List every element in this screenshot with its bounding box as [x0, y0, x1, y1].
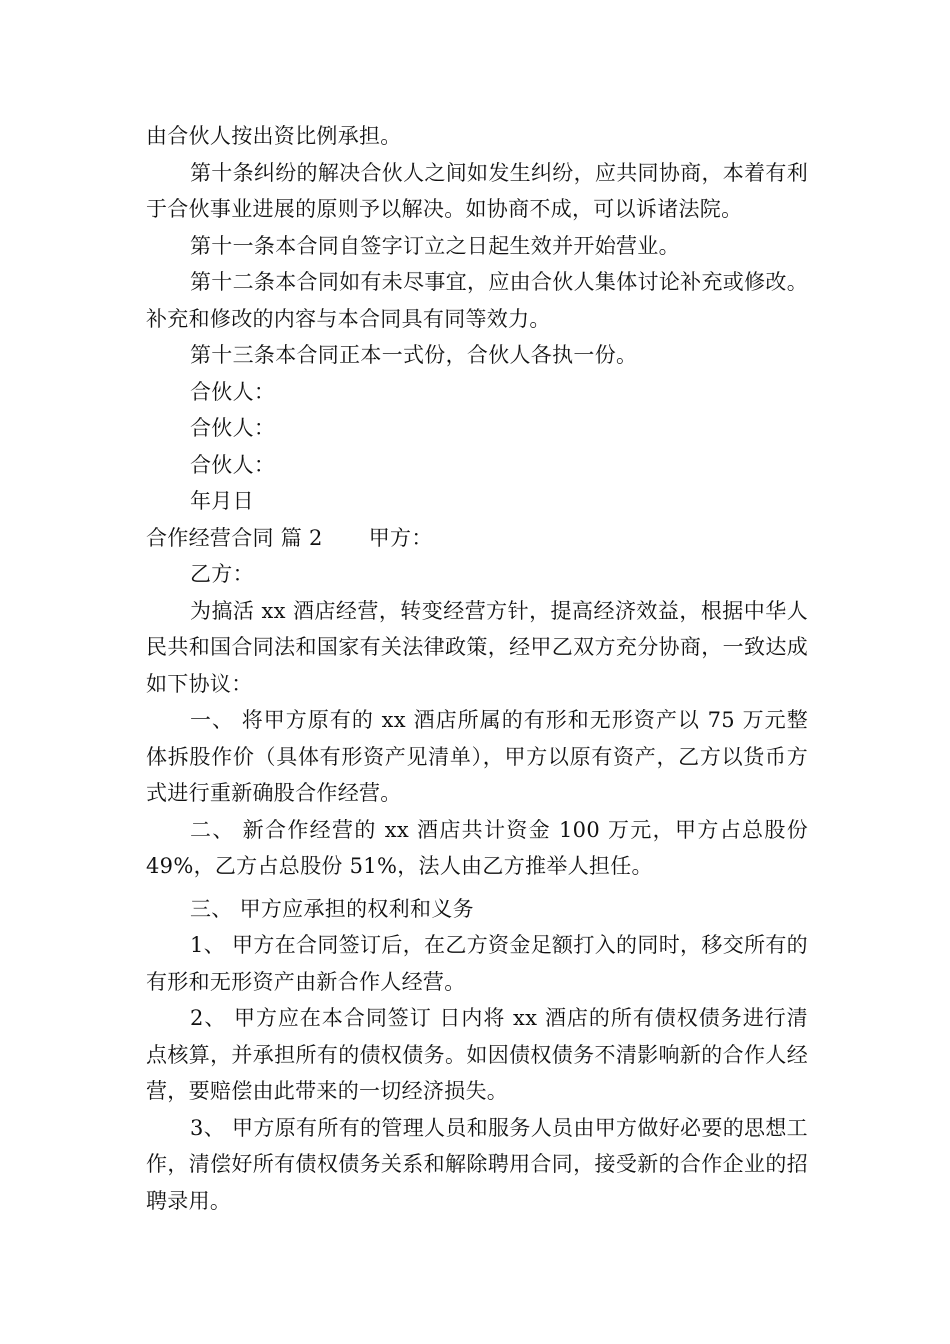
paragraph-clause-3-heading: 三、 甲方应承担的权利和义务 [190, 896, 474, 921]
signature-partner-2: 合伙人： [190, 416, 276, 440]
paragraph-clause-2: 二、 新合作经营的 xx 酒店共计资金 100 万元，甲方占总股份 49%，乙方占总股份 51%，法人由乙方推举人担任。 [146, 817, 808, 878]
contract-heading-line [146, 520, 808, 557]
paragraph-article-12: 第十二条本合同如有未尽事宜，应由合伙人集体讨论补充或修改。补充和修改的内容与本合同具有同等效力。 [146, 270, 808, 331]
party-a-label: 甲方： [368, 525, 433, 550]
paragraph-article-13: 第十三条本合同正本一式份，合伙人各执一份。 [190, 343, 638, 367]
paragraph-sub-1: 1、 甲方在合同签订后，在乙方资金足额打入的同时，移交所有的有形和无形资产由新合作人经营。 [146, 933, 808, 994]
party-b-label: 乙方： [190, 562, 254, 586]
signature-partner-3: 合伙人： [190, 452, 276, 477]
paragraph-article-11: 第十一条本合同自签字订立之日起生效并开始营业。 [190, 233, 680, 258]
paragraph-sub-2: 2、 甲方应在本合同签订 日内将 xx 酒店的所有债权债务进行清点核算，并承担所有的债权债务。如因债权债务不清影响新的合作人经营，要赔偿由此带来的一切经济损失。 [146, 1006, 808, 1103]
document-body [146, 118, 808, 1219]
paragraph-continuation: 由合伙人按出资比例承担。 [146, 124, 402, 148]
paragraph-sub-3: 3、 甲方原有所有的管理人员和服务人员由甲方做好必要的思想工作，清偿好所有债权债务关系和解除聘用合同，接受新的合作企业的招聘录用。 [146, 1115, 808, 1213]
signature-date: 年月日 [190, 489, 254, 513]
paragraph-article-10: 第十条纠纷的解决合伙人之间如发生纠纷，应共同协商，本着有利于合伙事业进展的原则予以解决。如协商不成，可以诉诸法院。 [146, 160, 808, 221]
paragraph-clause-1: 一、 将甲方原有的 xx 酒店所属的有形和无形资产以 75 万元整体拆股作价（具体有形资产见清单），甲方以原有资产，乙方以货币方式进行重新确股合作经营。 [146, 708, 808, 805]
signature-partner-1: 合伙人： [190, 379, 276, 404]
section-title: 合作经营合同 篇 2 [146, 525, 323, 550]
paragraph-preamble: 为搞活 xx 酒店经营，转变经营方针，提高经济效益，根据中华人民共和国合同法和国家有关法律政策，经甲乙双方充分协商，一致达成如下协议： [146, 598, 808, 696]
